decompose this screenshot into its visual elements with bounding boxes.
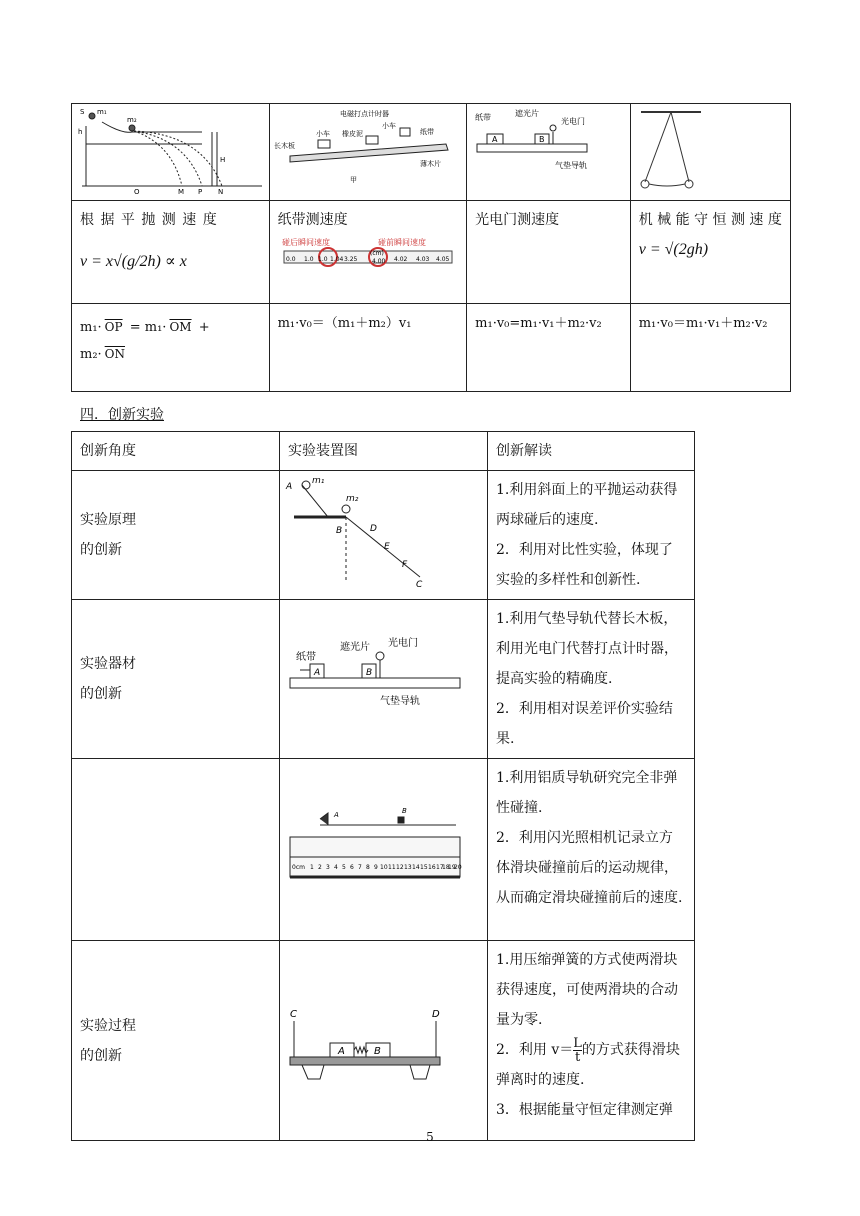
tape-figure <box>278 235 458 275</box>
label-B: B <box>539 135 545 144</box>
ruler-11: 11 <box>388 864 396 871</box>
fig-label-airtrack: 气垫导轨 <box>380 696 420 707</box>
label-P: P <box>198 188 203 196</box>
fig-flash <box>280 759 488 941</box>
cell-projectile-equation <box>72 304 270 392</box>
tape-unit: (cm) <box>369 250 384 257</box>
fig-label-A: A <box>338 1046 345 1057</box>
section-title: 四．创新实验 <box>80 407 164 423</box>
label-A: A <box>492 135 498 144</box>
fig-label-A: A <box>334 811 339 819</box>
incline-figure <box>280 471 470 589</box>
ruler-2: 2 <box>318 864 322 871</box>
energy-method-label: 机 械 能 守 恒 测 速 度 <box>638 212 782 228</box>
interpretation-flash <box>488 759 695 941</box>
frac-num: L <box>573 1035 582 1051</box>
fig-label-F: F <box>402 560 408 570</box>
tape-v3: 1.04 <box>329 256 343 263</box>
interp-line: 2．利用对比性实验，体现了实验的多样性和创新性. <box>496 542 673 588</box>
projectile-apparatus-figure <box>72 104 268 196</box>
tape-v7: 4.03 <box>415 256 429 263</box>
cell-energy-equation: m₁·v₀＝m₁·v₁＋m₂·v₂ <box>630 304 790 392</box>
interp-line: 1.用压缩弹簧的方式使两滑块获得速度，可使两滑块的合动量为零. <box>496 952 678 1028</box>
fig-label-C: C <box>290 1009 297 1020</box>
label-O: O <box>134 188 140 196</box>
tape-after-label: 碰后瞬间速度 <box>281 238 330 247</box>
page-number: 5 <box>426 1130 434 1144</box>
fig-label-A: A <box>314 668 321 678</box>
interp-line: 2．利用闪光照相机记录立方体滑块碰撞前后的运动规律，从而确定滑块碰撞前后的速度. <box>496 830 683 906</box>
photogate-apparatus-figure <box>467 104 629 196</box>
fig-label-D: D <box>432 1009 440 1020</box>
ruler-19: 19 <box>448 864 456 871</box>
fig-spring <box>280 941 488 1141</box>
header-interpretation: 创新解读 <box>488 432 695 471</box>
eq-part-1: m₁· <box>80 320 102 335</box>
fig-label-E: E <box>384 542 390 552</box>
tape-v0: 0.0 <box>285 256 296 263</box>
fig-label-D: D <box>370 524 377 534</box>
fig-label-gate: 光电门 <box>388 638 418 649</box>
ruler-5: 5 <box>342 864 346 871</box>
label-H: H <box>220 156 226 164</box>
label-gate: 光电门 <box>561 117 586 126</box>
angle-line: 的创新 <box>80 686 122 702</box>
label-M: M <box>178 188 185 196</box>
tape-before-label: 碰前瞬间速度 <box>377 238 426 247</box>
interp-line: 1.利用气垫导轨代替长木板，利用光电门代替打点计时器，提高实验的精确度. <box>496 611 678 687</box>
fig-label-m2: m₂ <box>346 494 359 504</box>
interp-line: 3．根据能量守恒定律测定弹 <box>496 1102 673 1118</box>
ruler-6: 6 <box>350 864 354 871</box>
interp-line: 2．利用相对误差评价实验结果. <box>496 701 673 747</box>
label-timer: 电磁打点计时器 <box>339 110 389 118</box>
interp-line <box>496 1035 686 1095</box>
cell-img-photogate <box>467 104 631 201</box>
ruler-3: 3 <box>326 864 330 871</box>
label-h: h <box>78 128 83 136</box>
label-tape: 纸带 <box>419 128 434 136</box>
spring-figure <box>280 941 470 1136</box>
cell-img-pendulum <box>630 104 790 201</box>
label-putty: 橡皮泥 <box>341 130 363 138</box>
ruler-20: 20 <box>454 864 462 871</box>
fig-label-C: C <box>416 580 423 589</box>
cell-img-projectile <box>72 104 270 201</box>
methods-table <box>71 103 791 392</box>
eq-on: $\overline{ON}$ <box>104 347 126 361</box>
photogate-method-label: 光电门测速度 <box>475 212 560 228</box>
fig-label-tape: 纸带 <box>296 652 316 663</box>
angle-empty <box>72 759 280 941</box>
tape-v1: 1.0 <box>303 256 314 263</box>
tape-apparatus-figure <box>270 104 466 196</box>
label-cart1: 小车 <box>315 130 330 138</box>
label-shutter: 遮光片 <box>515 109 540 118</box>
label-wedge: 薄木片 <box>419 160 441 168</box>
ruler-13: 13 <box>404 864 412 871</box>
header-angle: 创新角度 <box>72 432 280 471</box>
eq-plus: + <box>198 320 210 335</box>
label-tape: 纸带 <box>475 113 492 122</box>
ruler-14: 14 <box>412 864 420 871</box>
interp-line: 1.利用斜面上的平抛运动获得两球碰后的速度. <box>496 482 678 528</box>
angle-equipment <box>72 600 280 759</box>
fraction-L-over-t <box>573 1037 582 1064</box>
ruler-16: 16 <box>428 864 436 871</box>
tape-v8: 4.05 <box>435 256 449 263</box>
label-m1: m₁ <box>97 108 107 116</box>
innovation-table <box>71 431 695 1141</box>
fig-label-m1: m₁ <box>312 476 325 486</box>
tape-method-label: 纸带测速度 <box>277 212 348 228</box>
ruler-7: 7 <box>358 864 362 871</box>
label-airtrack: 气垫导轨 <box>555 161 588 170</box>
flash-photo-figure <box>280 759 470 936</box>
interpretation-principle <box>488 471 695 600</box>
interpretation-equipment <box>488 600 695 759</box>
label-m2: m₂ <box>127 116 137 124</box>
ruler-4: 4 <box>334 864 338 871</box>
ruler-1: 1 <box>310 864 314 871</box>
tape-v6: 4.02 <box>393 256 407 263</box>
label-s: S <box>80 108 85 116</box>
angle-line: 的创新 <box>80 1047 122 1064</box>
fig-airtrack <box>280 600 488 759</box>
ruler-9: 9 <box>374 864 378 871</box>
ruler-18: 18 <box>442 864 450 871</box>
eq-part-2: = m₁· <box>129 320 167 335</box>
interpretation-process <box>488 941 695 1141</box>
angle-line: 实验原理 <box>80 512 136 528</box>
cell-img-tape <box>269 104 467 201</box>
ruler-10: 10 <box>380 864 388 871</box>
tape-v2: 1.0 <box>317 256 328 263</box>
angle-line: 实验过程 <box>80 1017 136 1034</box>
ruler-8: 8 <box>366 864 370 871</box>
eq-op: $\overline{OP}$ <box>104 320 123 334</box>
fig-label-B: B <box>336 526 343 536</box>
energy-formula: v = √(2gh) <box>638 241 709 258</box>
eq-part-3: m₂· <box>80 347 102 362</box>
cell-tape-equation: m₁·v₀＝（m₁＋m₂）v₁ <box>269 304 467 392</box>
angle-line: 的创新 <box>80 542 122 558</box>
angle-principle <box>72 471 280 600</box>
label-N: N <box>218 188 224 196</box>
cell-photogate-equation: m₁·v₀=m₁·v₁＋m₂·v₂ <box>467 304 631 392</box>
interp-text: 的方式获得滑块弹离时的速度. <box>496 1042 680 1088</box>
projectile-method-label: 根 据 平 抛 测 速 度 <box>80 212 218 228</box>
tape-v5: 4.00 <box>371 258 385 265</box>
fig-label-shutter: 遮光片 <box>340 642 370 653</box>
cell-projectile-method <box>72 201 270 304</box>
cell-photogate-method <box>467 201 631 304</box>
angle-process <box>72 941 280 1141</box>
fig-incline <box>280 471 488 600</box>
interp-line: 1.利用铝质导轨研究完全非弹性碰撞. <box>496 770 678 816</box>
fig-label-B: B <box>374 1046 381 1057</box>
ruler-17: 17 <box>436 864 444 871</box>
fig-label-A: A <box>286 482 293 492</box>
fig-label-B: B <box>366 668 373 678</box>
header-figure: 实验装置图 <box>280 432 488 471</box>
ruler-0: 0cm <box>292 864 305 871</box>
tape-v4: 3.25 <box>343 256 357 263</box>
eq-om: $\overline{OM}$ <box>169 320 192 334</box>
cell-tape-method <box>269 201 467 304</box>
interp-text: 2．利用 v＝ <box>496 1042 574 1058</box>
pendulum-figure <box>631 104 785 196</box>
label-cart2: 小车 <box>381 122 396 130</box>
angle-line: 实验器材 <box>80 656 136 672</box>
ruler-12: 12 <box>396 864 404 871</box>
ruler-15: 15 <box>420 864 428 871</box>
label-jia: 甲 <box>349 176 357 184</box>
projectile-formula: v = x√(g/2h) ∝ x <box>80 253 187 270</box>
frac-den: t <box>574 1049 581 1065</box>
label-board: 长木板 <box>273 142 295 150</box>
airtrack-figure <box>280 600 470 745</box>
fig-label-B: B <box>402 807 407 815</box>
cell-energy-method <box>630 201 790 304</box>
